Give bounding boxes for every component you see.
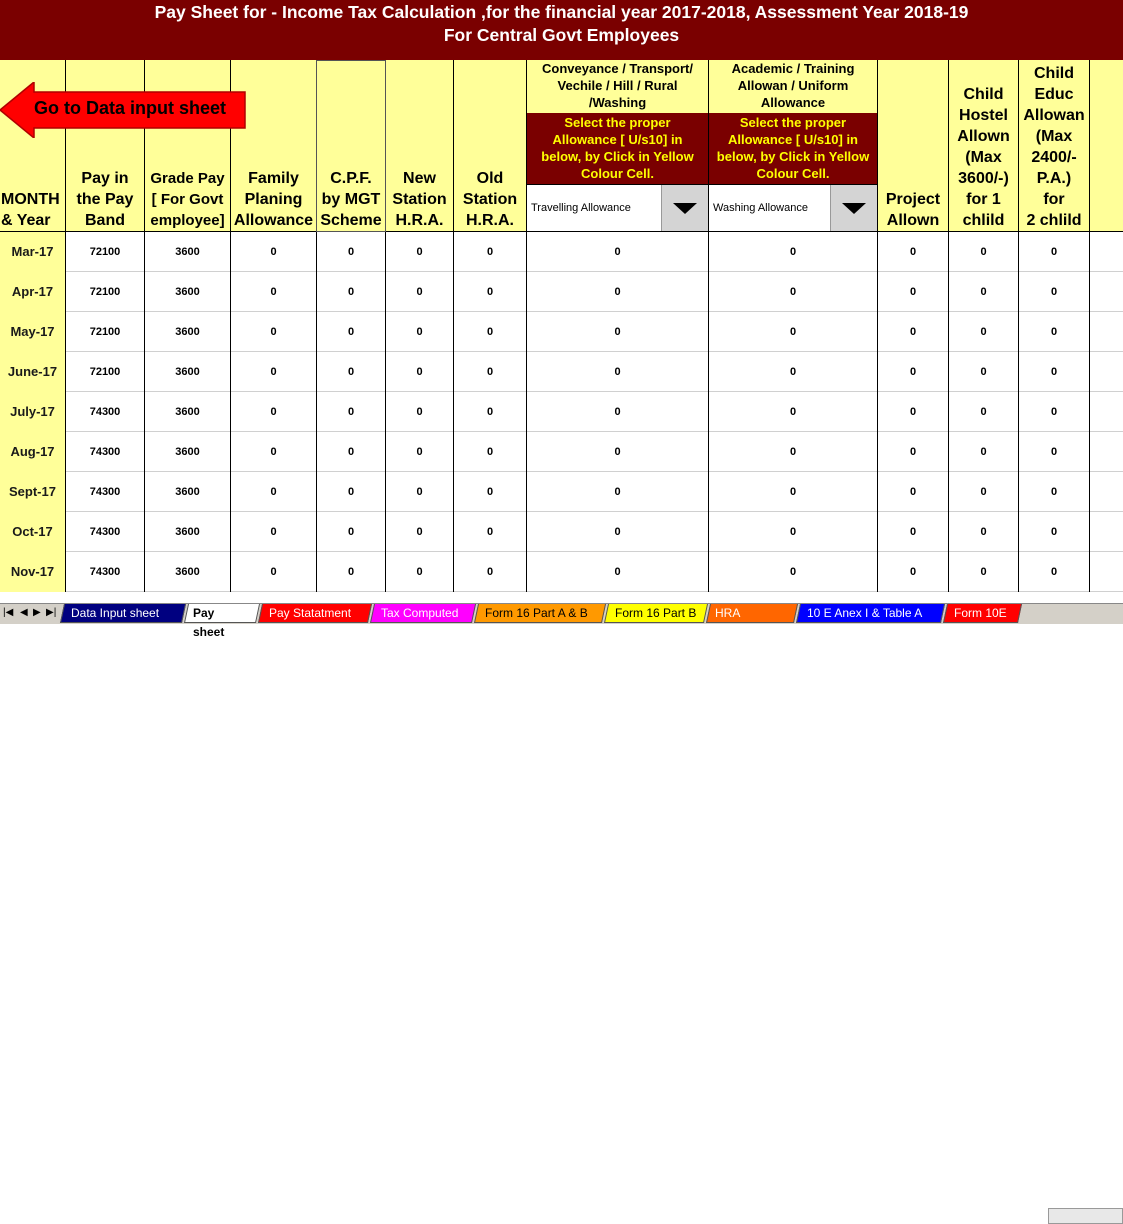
sheet-tab-label: Tax Computed xyxy=(381,606,459,620)
note1-l3: below, by Click in Yellow xyxy=(541,149,694,164)
header-educ-l5: 2400/- xyxy=(1031,149,1077,166)
first-sheet-icon[interactable]: |◀ xyxy=(3,607,14,618)
cell-value[interactable]: 0 xyxy=(386,552,454,592)
cell-grade[interactable]: 3600 xyxy=(145,312,231,352)
header-pay-l2: the Pay xyxy=(76,191,134,208)
header-new-station-hra[interactable] xyxy=(386,60,454,232)
cell-pay[interactable]: 74300 xyxy=(66,472,145,512)
cell-value[interactable]: 0 xyxy=(949,312,1019,352)
table-row xyxy=(0,352,1123,392)
cell-value[interactable]: 0 xyxy=(454,392,527,432)
sheet-tab-0[interactable] xyxy=(60,604,186,623)
header-conv-l2: Vechile / Hill / Rural xyxy=(557,78,678,93)
table-row xyxy=(0,272,1123,312)
sheet-tab-label: HRA CALCUL xyxy=(714,606,763,639)
cell-pay[interactable]: 74300 xyxy=(66,552,145,592)
cell-pay[interactable]: 72100 xyxy=(66,232,145,272)
header-month-l1: MONTH xyxy=(1,191,60,208)
prev-sheet-icon[interactable]: ◀ xyxy=(20,607,28,618)
sheet-tab-2[interactable] xyxy=(258,604,372,623)
cell-month[interactable]: Nov-17 xyxy=(0,552,66,592)
header-hostel-l5: 3600/-) xyxy=(958,170,1009,187)
go-to-data-input-label: Go to Data input sheet xyxy=(34,98,227,118)
cell-value[interactable]: 0 xyxy=(317,352,386,392)
last-sheet-icon[interactable]: ▶| xyxy=(46,607,57,618)
cell-value[interactable]: 0 xyxy=(231,232,317,272)
cell-value[interactable]: 0 xyxy=(1019,312,1090,352)
sheet-tab-8[interactable] xyxy=(943,604,1022,623)
cell-value[interactable]: 0 xyxy=(317,432,386,472)
cell-value[interactable]: 0 xyxy=(878,472,949,512)
title-line-1: Pay Sheet for - Income Tax Calculation ,for the financial year 2017-2018, Assessment Year 2018-19 xyxy=(154,2,969,22)
cell-value[interactable]: 0 xyxy=(1019,552,1090,592)
cell-value[interactable]: 0 xyxy=(709,552,878,592)
title-line-2: For Central Govt Employees xyxy=(443,25,680,45)
table-row xyxy=(0,472,1123,512)
next-sheet-icon[interactable]: ▶ xyxy=(33,607,41,618)
cell-value[interactable]: 0 xyxy=(317,512,386,552)
cell-value[interactable]: 0 xyxy=(878,552,949,592)
sheet-tab-6[interactable] xyxy=(706,604,798,639)
cell-value[interactable]: 0 xyxy=(386,352,454,392)
cell-value[interactable]: 0 xyxy=(709,392,878,432)
cell-value[interactable]: 0 xyxy=(317,552,386,592)
cell-value[interactable]: 0 xyxy=(231,272,317,312)
note1-l1: Select the proper xyxy=(564,115,671,130)
cell-value[interactable]: 0 xyxy=(317,272,386,312)
cell-grade[interactable]: 3600 xyxy=(145,392,231,432)
cell-month[interactable]: Mar-17 xyxy=(0,232,66,272)
header-acad-l1: Academic / Training xyxy=(731,61,855,76)
header-educ-l2: Educ xyxy=(1034,86,1074,103)
cell-pay[interactable]: 72100 xyxy=(66,272,145,312)
cell-value[interactable]: 0 xyxy=(1019,432,1090,472)
cell-month[interactable]: Sept-17 xyxy=(0,472,66,512)
selected-cell-outline xyxy=(316,60,386,232)
header-hostel-l4: (Max xyxy=(965,149,1002,166)
cell-value[interactable]: 0 xyxy=(1019,232,1090,272)
header-pay-l1: Pay in xyxy=(81,170,129,187)
chevron-down-icon xyxy=(673,203,697,214)
allowance-dropdown-1[interactable] xyxy=(527,184,708,232)
header-new-l1: New xyxy=(403,170,436,187)
header-pay-l3: Band xyxy=(85,212,125,229)
cell-value[interactable]: 0 xyxy=(454,472,527,512)
note1-l2: Allowance [ U/s10] in xyxy=(552,132,683,147)
cell-pay[interactable]: 74300 xyxy=(66,392,145,432)
cell-value[interactable]: 0 xyxy=(878,232,949,272)
cell-pay[interactable]: 72100 xyxy=(66,352,145,392)
cell-value[interactable]: 0 xyxy=(709,232,878,272)
sheet-tab-label: Form 16 Part A & B xyxy=(485,606,588,620)
cell-value[interactable]: 0 xyxy=(878,432,949,472)
cell-value[interactable]: 0 xyxy=(709,272,878,312)
cell-value[interactable]: 0 xyxy=(878,352,949,392)
cell-value[interactable]: 0 xyxy=(231,312,317,352)
cell-grade[interactable]: 3600 xyxy=(145,352,231,392)
note2-l4: Colour Cell. xyxy=(756,166,830,181)
cell-value[interactable]: 0 xyxy=(878,272,949,312)
cell-value[interactable]: 0 xyxy=(709,352,878,392)
cell-empty[interactable] xyxy=(1090,312,1123,352)
header-project-allown[interactable] xyxy=(878,60,949,232)
header-educ-l1: Child xyxy=(1034,65,1074,82)
cell-value[interactable]: 0 xyxy=(454,512,527,552)
cell-value[interactable]: 0 xyxy=(386,312,454,352)
header-hostel-l1: Child xyxy=(963,86,1004,103)
sheet-tab-label: Form 10E xyxy=(954,606,1007,620)
header-old-l3: H.R.A. xyxy=(466,212,514,229)
header-child-hostel[interactable] xyxy=(949,60,1019,232)
note2-l2: Allowance [ U/s10] in xyxy=(727,132,859,147)
go-to-data-input-button[interactable] xyxy=(0,82,250,138)
cell-pay[interactable]: 74300 xyxy=(66,512,145,552)
cell-value[interactable]: 0 xyxy=(454,312,527,352)
header-new-l2: Station xyxy=(392,191,447,208)
sheet-tab-1[interactable] xyxy=(184,604,260,639)
cell-empty[interactable] xyxy=(1090,472,1123,512)
table-row xyxy=(0,392,1123,432)
header-academic[interactable] xyxy=(709,60,878,232)
note1-l4: Colour Cell. xyxy=(581,166,654,181)
cell-grade[interactable]: 3600 xyxy=(145,272,231,312)
dropdown-2-arrow-button[interactable] xyxy=(830,185,877,231)
cell-value[interactable]: 0 xyxy=(317,472,386,512)
select-allowance-note-2 xyxy=(709,113,877,184)
cell-value[interactable]: 0 xyxy=(878,392,949,432)
cell-value[interactable]: 0 xyxy=(231,352,317,392)
header-child-educ[interactable] xyxy=(1019,60,1090,232)
cell-value[interactable]: 0 xyxy=(709,312,878,352)
table-row xyxy=(0,512,1123,552)
cell-grade[interactable]: 3600 xyxy=(145,432,231,472)
cell-value[interactable]: 0 xyxy=(317,232,386,272)
cell-month[interactable]: June-17 xyxy=(0,352,66,392)
sheet-tab-label: Form 16 Part B xyxy=(615,606,697,620)
cell-value[interactable]: 0 xyxy=(878,512,949,552)
header-acad-l2: Allowan / Uniform xyxy=(737,78,849,93)
header-educ-l7: for xyxy=(1043,191,1065,208)
cell-value[interactable]: 0 xyxy=(527,432,709,472)
cell-value[interactable]: 0 xyxy=(454,552,527,592)
table-row xyxy=(0,312,1123,352)
cell-empty[interactable] xyxy=(1090,552,1123,592)
allowance-dropdown-2[interactable] xyxy=(709,184,877,232)
header-old-l2: Station xyxy=(462,191,518,208)
cell-value[interactable]: 0 xyxy=(454,232,527,272)
header-conv-l3: /Washing xyxy=(588,95,647,110)
header-educ-l8: 2 chlild xyxy=(1026,212,1082,229)
sheet-tab-label: Pay sheet xyxy=(192,606,225,639)
cell-value[interactable]: 0 xyxy=(454,352,527,392)
sheet-tab-label: Pay Statatment xyxy=(269,606,352,620)
dropdown-1-value: Travelling Allowance xyxy=(531,202,631,214)
horizontal-scrollbar[interactable] xyxy=(1048,1208,1123,1224)
sheet-tab-bar xyxy=(0,603,1123,639)
cell-value[interactable]: 0 xyxy=(454,272,527,312)
cell-value[interactable]: 0 xyxy=(527,272,709,312)
cell-value[interactable]: 0 xyxy=(1019,352,1090,392)
cell-value[interactable]: 0 xyxy=(709,432,878,472)
sheet-tab-label: Data Input sheet xyxy=(71,606,160,620)
header-next-column[interactable] xyxy=(1090,60,1123,232)
cell-value[interactable]: 0 xyxy=(231,512,317,552)
header-project-l1: Project xyxy=(885,191,941,208)
cell-value[interactable]: 0 xyxy=(949,432,1019,472)
cell-value[interactable]: 0 xyxy=(949,352,1019,392)
header-grade-l2: [ For Govt xyxy=(151,191,224,208)
note2-l1: Select the proper xyxy=(739,115,847,130)
cell-empty[interactable] xyxy=(1090,392,1123,432)
cell-value[interactable]: 0 xyxy=(949,552,1019,592)
sheet-tab-label: 10 E Anex I & Table A xyxy=(807,606,923,620)
cell-grade[interactable]: 3600 xyxy=(145,512,231,552)
dropdown-1-arrow-button[interactable] xyxy=(661,185,708,231)
header-cpf-l3: Scheme xyxy=(320,212,382,229)
cell-value[interactable]: 0 xyxy=(878,312,949,352)
cell-value[interactable]: 0 xyxy=(386,512,454,552)
header-hostel-l2: Hostel xyxy=(959,107,1008,124)
header-new-l3: H.R.A. xyxy=(395,212,444,229)
cell-value[interactable]: 0 xyxy=(386,472,454,512)
cell-value[interactable]: 0 xyxy=(1019,472,1090,512)
header-cpf-l2: by MGT xyxy=(321,191,381,208)
cell-value[interactable]: 0 xyxy=(231,552,317,592)
header-family-l3: Allowance xyxy=(233,212,314,229)
cell-value[interactable]: 0 xyxy=(527,552,709,592)
cell-value[interactable]: 0 xyxy=(231,392,317,432)
header-hostel-l7: chlild xyxy=(962,212,1005,229)
cell-value[interactable]: 0 xyxy=(231,432,317,472)
cell-value[interactable]: 0 xyxy=(527,512,709,552)
cell-grade[interactable]: 3600 xyxy=(145,552,231,592)
cell-value[interactable]: 0 xyxy=(1019,272,1090,312)
header-conv-l1: Conveyance / Transport/ xyxy=(542,61,693,76)
header-family-l1: Family xyxy=(248,170,299,187)
sheet-tab-5[interactable] xyxy=(604,604,708,623)
chevron-down-icon xyxy=(842,203,866,214)
cell-grade[interactable]: 3600 xyxy=(145,472,231,512)
header-grade-l1: Grade Pay xyxy=(150,170,225,187)
cell-value[interactable]: 0 xyxy=(317,312,386,352)
header-old-station-hra[interactable] xyxy=(454,60,527,232)
header-hostel-l6: for 1 xyxy=(966,191,1001,208)
cell-value[interactable]: 0 xyxy=(386,392,454,432)
dropdown-2-value: Washing Allowance xyxy=(713,202,808,214)
cell-value[interactable]: 0 xyxy=(527,232,709,272)
cell-empty[interactable] xyxy=(1090,512,1123,552)
sheet-tab-3[interactable] xyxy=(370,604,476,623)
cell-month[interactable]: May-17 xyxy=(0,312,66,352)
header-hostel-l3: Allown xyxy=(957,128,1010,145)
table-row xyxy=(0,232,1123,272)
cell-value[interactable]: 0 xyxy=(949,512,1019,552)
cell-value[interactable]: 0 xyxy=(317,392,386,432)
cell-value[interactable]: 0 xyxy=(1019,512,1090,552)
cell-pay[interactable]: 72100 xyxy=(66,312,145,352)
sheet-tab-7[interactable] xyxy=(796,604,945,623)
cell-value[interactable]: 0 xyxy=(454,432,527,472)
header-old-l1: Old xyxy=(476,170,504,187)
cell-empty[interactable] xyxy=(1090,432,1123,472)
cell-value[interactable]: 0 xyxy=(1019,392,1090,432)
cell-empty[interactable] xyxy=(1090,232,1123,272)
cell-value[interactable]: 0 xyxy=(527,352,709,392)
cell-month[interactable]: Apr-17 xyxy=(0,272,66,312)
cell-value[interactable]: 0 xyxy=(527,392,709,432)
cell-grade[interactable]: 3600 xyxy=(145,232,231,272)
sheet-tab-4[interactable] xyxy=(474,604,606,623)
header-acad-l3: Allowance xyxy=(760,95,826,110)
cell-value[interactable]: 0 xyxy=(527,472,709,512)
cell-month[interactable]: July-17 xyxy=(0,392,66,432)
select-allowance-note-1 xyxy=(527,113,708,184)
header-educ-l6: P.A.) xyxy=(1036,170,1072,187)
cell-month[interactable]: Aug-17 xyxy=(0,432,66,472)
header-conveyance[interactable] xyxy=(527,60,709,232)
header-educ-l3: Allowan xyxy=(1023,107,1085,124)
cell-value[interactable]: 0 xyxy=(386,272,454,312)
cell-value[interactable]: 0 xyxy=(709,472,878,512)
header-family-l2: Planing xyxy=(244,191,303,208)
cell-value[interactable]: 0 xyxy=(949,232,1019,272)
header-project-l2: Allown xyxy=(886,212,940,229)
cell-pay[interactable]: 74300 xyxy=(66,432,145,472)
table-row xyxy=(0,552,1123,592)
cell-month[interactable]: Oct-17 xyxy=(0,512,66,552)
cell-value[interactable]: 0 xyxy=(949,472,1019,512)
header-cpf-l1: C.P.F. xyxy=(330,170,372,187)
cell-value[interactable]: 0 xyxy=(386,232,454,272)
cell-empty[interactable] xyxy=(1090,272,1123,312)
cell-value[interactable]: 0 xyxy=(527,312,709,352)
table-row xyxy=(0,432,1123,472)
cell-value[interactable]: 0 xyxy=(949,272,1019,312)
cell-value[interactable]: 0 xyxy=(949,392,1019,432)
header-month-l2: & Year xyxy=(1,212,51,229)
header-educ-l4: (Max xyxy=(1035,128,1073,145)
header-grade-l3: employee] xyxy=(150,212,225,229)
cell-value[interactable]: 0 xyxy=(386,432,454,472)
cell-empty[interactable] xyxy=(1090,352,1123,392)
cell-value[interactable]: 0 xyxy=(709,512,878,552)
cell-value[interactable]: 0 xyxy=(231,472,317,512)
sheet-title-banner xyxy=(0,0,1123,60)
note2-l3: below, by Click in Yellow xyxy=(716,149,870,164)
